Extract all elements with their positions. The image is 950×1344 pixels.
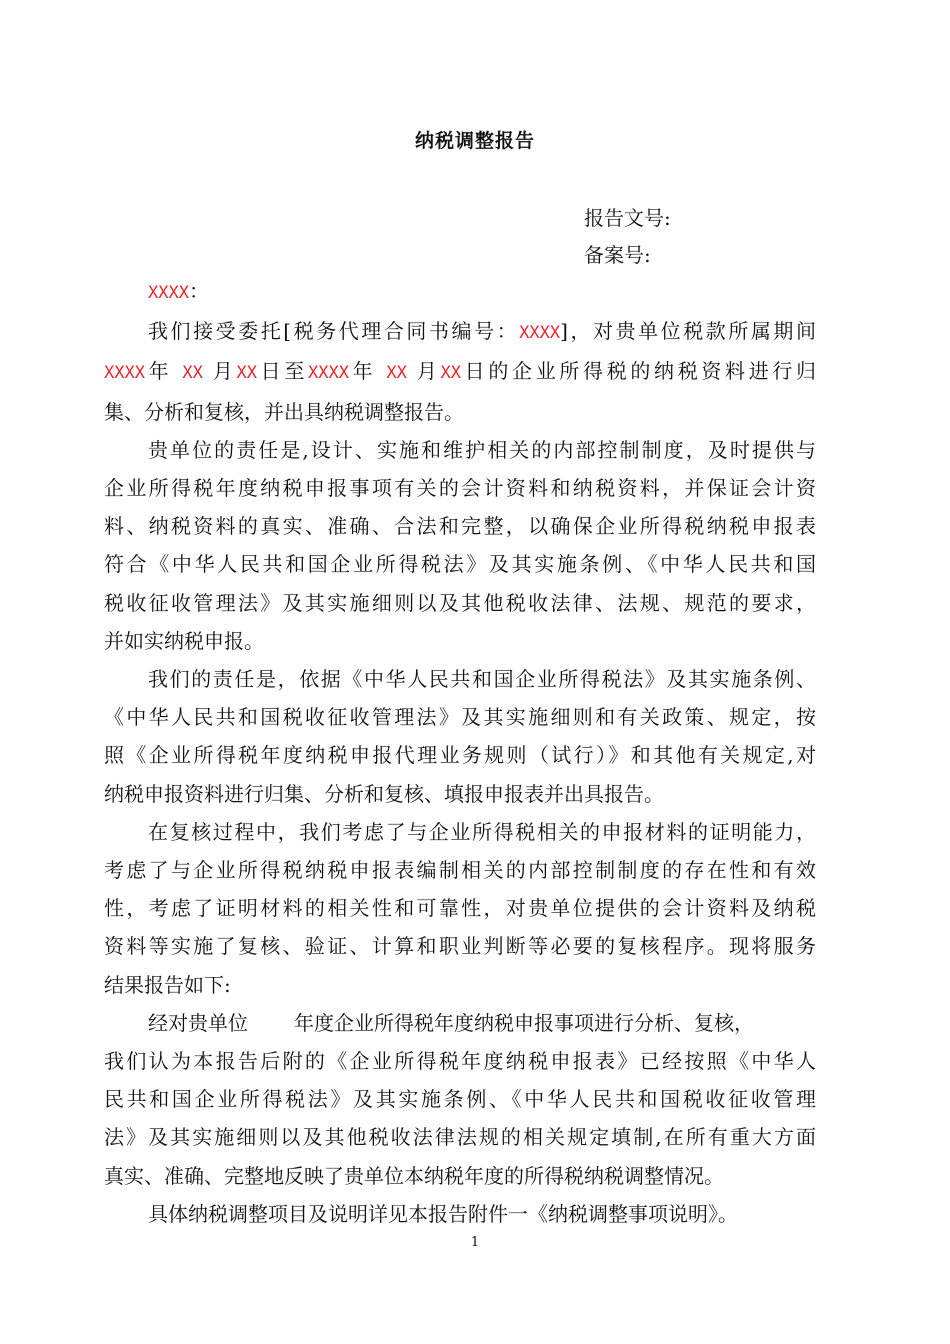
- paragraph-line: 我们认为本报告后附的《企业所得税年度纳税申报表》已经按照《中华人: [104, 1049, 816, 1074]
- paragraph-line: 纳税申报资料进行归集、分析和复核、填报申报表并出具报告。: [104, 781, 664, 806]
- reference-block: [584, 200, 671, 274]
- text-run: 月: [212, 359, 237, 384]
- day-placeholder: XX: [440, 363, 462, 384]
- paragraph-line: 料、纳税资料的真实、准确、合法和完整，以确保企业所得税纳税申报表: [104, 514, 816, 539]
- document-title: 纳税调整报告: [414, 130, 535, 152]
- paragraph-line: 税收征收管理法》及其实施细则以及其他税收法律、法规、规范的要求，: [104, 590, 816, 615]
- addressee-colon: ：: [188, 279, 209, 303]
- text-run: 年度企业所得税年度纳税申报事项进行分析、复核，: [294, 1010, 754, 1035]
- page-number: 1: [470, 1235, 480, 1250]
- year-placeholder: XXXX: [308, 363, 349, 384]
- addressee-line: [104, 272, 816, 312]
- paragraph-line: 《中华人民共和国税收征收管理法》及其实施细则和有关政策、规定，按: [104, 705, 816, 730]
- paragraph-line: 结果报告如下:: [104, 972, 231, 997]
- text-run: 年: [144, 359, 173, 384]
- paragraph-attachment-note: [104, 1195, 816, 1233]
- addressee-placeholder: XXXX: [148, 283, 189, 303]
- paragraph-line: 资料等实施了复核、验证、计算和职业判断等必要的复核程序。现将服务: [104, 934, 816, 959]
- text-run: ]，对贵单位税款所属期间: [560, 319, 816, 344]
- text-run: 我们接受委托[税务代理合同书编号：: [148, 319, 520, 344]
- paragraph-engagement: [104, 312, 816, 431]
- paragraph-line: 民共和国企业所得税法》及其实施条例、《中华人民共和国税收征收管理: [104, 1087, 816, 1112]
- paragraph-line: 考虑了与企业所得税纳税申报表编制相关的内部控制制度的存在性和有效: [104, 858, 816, 883]
- paragraph-line: 并如实纳税申报。: [104, 628, 264, 653]
- paragraph-line: [104, 312, 816, 352]
- paragraph-line: [104, 1004, 816, 1042]
- paragraph-line: 集、分析和复核，并出具纳税调整报告。: [104, 399, 464, 424]
- paragraph-conclusion: [104, 1004, 816, 1195]
- paragraph-line: 贵单位的责任是,设计、实施和维护相关的内部控制制度，及时提供与: [148, 437, 816, 462]
- filing-number-label: 备案号:: [584, 243, 651, 267]
- text-run: 经对贵单位: [148, 1010, 248, 1035]
- paragraph-line: 真实、准确、完整地反映了贵单位本纳税年度的所得税纳税调整情况。: [104, 1163, 724, 1188]
- text-run: 日至: [257, 359, 309, 384]
- paragraph-line: 企业所得税年度纳税申报事项有关的会计资料和纳税资料，并保证会计资: [104, 476, 816, 501]
- paragraph-line: [104, 352, 816, 392]
- document-body: [104, 272, 816, 1233]
- contract-number-placeholder: XXXX: [519, 323, 561, 344]
- paragraph-line: 性，考虑了证明材料的相关性和可靠性，对贵单位提供的会计资料及纳税: [104, 896, 816, 921]
- day-placeholder: XX: [236, 363, 257, 384]
- text-run: 日的企业所得税的纳税资料进行归: [461, 359, 816, 384]
- paragraph-our-responsibility: [104, 660, 816, 813]
- paragraph-line: 在复核过程中，我们考虑了与企业所得税相关的申报材料的证明能力，: [148, 819, 816, 844]
- paragraph-line: 法》及其实施细则以及其他税收法律法规的相关规定填制,在所有重大方面: [104, 1125, 816, 1150]
- text-run: 年: [348, 359, 377, 384]
- paragraph-client-responsibility: [104, 431, 816, 660]
- paragraph-line: 我们的责任是，依据《中华人民共和国企业所得税法》及其实施条例、: [148, 667, 816, 692]
- paragraph-line: 具体纳税调整项目及说明详见本报告附件一《纳税调整事项说明》。: [148, 1201, 738, 1226]
- year-placeholder: XXXX: [104, 363, 145, 384]
- report-number-label: 报告文号:: [584, 206, 671, 230]
- paragraph-review-process: [104, 813, 816, 1004]
- paragraph-line: 符合《中华人民共和国企业所得税法》及其实施条例、《中华人民共和国: [104, 552, 816, 577]
- paragraph-line: 照《企业所得税年度纳税申报代理业务规则（试行）》和其他有关规定,对: [104, 743, 816, 768]
- month-placeholder: XX: [182, 363, 203, 384]
- month-placeholder: XX: [386, 363, 407, 384]
- text-run: 月: [416, 359, 441, 384]
